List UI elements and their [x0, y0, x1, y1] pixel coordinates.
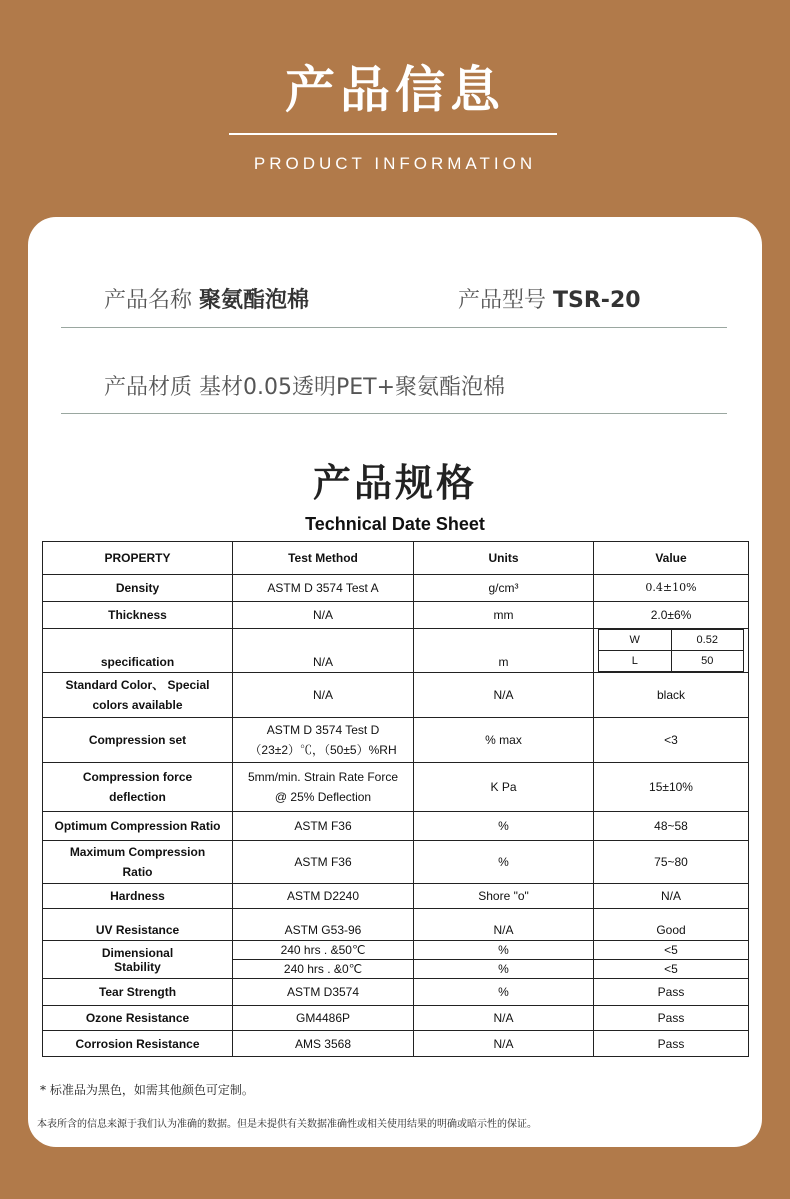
table-row	[43, 602, 749, 629]
units-cell: %	[414, 812, 594, 841]
table-row	[43, 941, 749, 960]
property-line: Stability	[114, 959, 161, 974]
property-line: Dimensional	[101, 945, 174, 960]
units-cell: %	[414, 979, 594, 1006]
length-value: 50	[671, 651, 744, 672]
units-cell: N/A	[414, 909, 594, 941]
property-cell	[43, 941, 233, 979]
units-cell: %	[414, 841, 594, 884]
value-cell: Pass	[594, 979, 749, 1006]
table-row	[43, 909, 749, 941]
method-cell: GM4486P	[233, 1006, 414, 1031]
value-cell: 0.4±10%	[594, 575, 749, 602]
dimension-cell	[594, 629, 749, 673]
product-name-value: 聚氨酯泡棉	[199, 288, 310, 313]
product-model-value: TSR-20	[553, 288, 641, 313]
method-cell: ASTM D3574	[233, 979, 414, 1006]
product-material-field	[104, 370, 505, 401]
units-cell: N/A	[414, 1031, 594, 1057]
column-header: Units	[414, 542, 594, 575]
method-line: （23±2）℃，（50±5）%RH	[249, 743, 397, 757]
value-cell: <5	[594, 941, 749, 960]
method-cell: 240 hrs . &0℃	[233, 960, 414, 979]
width-label: W	[599, 630, 672, 651]
product-model-label: 产品型号	[458, 288, 547, 313]
product-name-label: 产品名称	[104, 288, 193, 313]
length-label: L	[599, 651, 672, 672]
value-cell: 48~58	[594, 812, 749, 841]
units-cell: N/A	[414, 1006, 594, 1031]
table-row	[43, 575, 749, 602]
column-header: PROPERTY	[43, 542, 233, 575]
value-cell: N/A	[594, 884, 749, 909]
product-material-value: 基材0.05透明PET+聚氨酯泡棉	[199, 375, 506, 400]
table-row	[43, 841, 749, 884]
units-cell: N/A	[414, 673, 594, 718]
table-row	[43, 1031, 749, 1057]
table-row	[43, 629, 749, 673]
table-row	[43, 763, 749, 812]
table-row	[43, 812, 749, 841]
spec-table	[42, 541, 749, 1057]
property-line: Ratio	[122, 865, 153, 879]
info-divider	[61, 327, 727, 328]
property-cell: Thickness	[43, 602, 233, 629]
property-cell: Corrosion Resistance	[43, 1031, 233, 1057]
dimension-subtable	[598, 629, 744, 672]
product-model-field	[458, 283, 641, 314]
method-cell: ASTM G53-96	[233, 909, 414, 941]
product-card	[28, 217, 762, 1147]
method-line: @ 25% Deflection	[274, 790, 372, 804]
units-cell: Shore "o"	[414, 884, 594, 909]
method-cell	[233, 763, 414, 812]
disclaimer-note: 本表所含的信息来源于我们认为准确的数据。但是未提供有关数据准确性或相关使用结果的明确或暗示性的保证。	[37, 1119, 537, 1130]
title-divider	[229, 133, 557, 135]
method-cell: 240 hrs . &50℃	[233, 941, 414, 960]
spec-title: 产品规格	[312, 461, 477, 505]
property-cell	[43, 763, 233, 812]
property-line: Standard Color、 Special	[65, 678, 210, 692]
property-line: colors available	[92, 698, 183, 712]
page-header	[0, 0, 790, 215]
property-cell	[43, 841, 233, 884]
value-cell: Good	[594, 909, 749, 941]
value-cell: 75~80	[594, 841, 749, 884]
sheet-title: Technical Date Sheet	[305, 514, 485, 534]
units-cell: % max	[414, 718, 594, 763]
method-cell: ASTM D 3574 Test A	[233, 575, 414, 602]
units-cell: g/cm³	[414, 575, 594, 602]
width-value: 0.52	[671, 630, 744, 651]
table-row	[43, 979, 749, 1006]
product-material-label: 产品材质	[104, 375, 193, 400]
value-cell: Pass	[594, 1006, 749, 1031]
table-row	[43, 718, 749, 763]
method-line: ASTM D 3574 Test D	[266, 723, 380, 737]
method-cell: N/A	[233, 673, 414, 718]
property-cell: Optimum Compression Ratio	[43, 812, 233, 841]
method-line: 5mm/min. Strain Rate Force	[247, 770, 399, 784]
property-cell: specification	[43, 629, 233, 673]
table-row	[43, 884, 749, 909]
page-subtitle: PRODUCT INFORMATION	[253, 154, 537, 173]
property-cell: Ozone Resistance	[43, 1006, 233, 1031]
method-cell	[233, 718, 414, 763]
property-cell: UV Resistance	[43, 909, 233, 941]
value-cell: 15±10%	[594, 763, 749, 812]
method-cell: AMS 3568	[233, 1031, 414, 1057]
units-cell: %	[414, 960, 594, 979]
method-cell: ASTM F36	[233, 812, 414, 841]
method-cell: ASTM F36	[233, 841, 414, 884]
value-cell: black	[594, 673, 749, 718]
table-row	[43, 673, 749, 718]
property-line: deflection	[109, 790, 166, 804]
table-header-row	[43, 542, 749, 575]
color-note: * 标准品为黑色，如需其他颜色可定制。	[40, 1083, 254, 1097]
table-row	[43, 1006, 749, 1031]
property-cell	[43, 673, 233, 718]
property-line: Maximum Compression	[69, 845, 206, 859]
units-cell: %	[414, 941, 594, 960]
column-header: Test Method	[233, 542, 414, 575]
column-header: Value	[594, 542, 749, 575]
property-line: Compression force	[82, 770, 193, 784]
property-cell: Compression set	[43, 718, 233, 763]
units-cell: mm	[414, 602, 594, 629]
method-cell: ASTM D2240	[233, 884, 414, 909]
value-cell: Pass	[594, 1031, 749, 1057]
page-title: 产品信息	[285, 61, 505, 119]
method-cell: N/A	[233, 602, 414, 629]
info-divider	[61, 413, 727, 414]
product-name-field	[104, 283, 309, 314]
units-cell: m	[414, 629, 594, 673]
property-cell: Density	[43, 575, 233, 602]
method-cell: N/A	[233, 629, 414, 673]
value-cell: 2.0±6%	[594, 602, 749, 629]
value-cell: <5	[594, 960, 749, 979]
property-cell: Hardness	[43, 884, 233, 909]
property-cell: Tear Strength	[43, 979, 233, 1006]
value-cell: <3	[594, 718, 749, 763]
units-cell: K Pa	[414, 763, 594, 812]
